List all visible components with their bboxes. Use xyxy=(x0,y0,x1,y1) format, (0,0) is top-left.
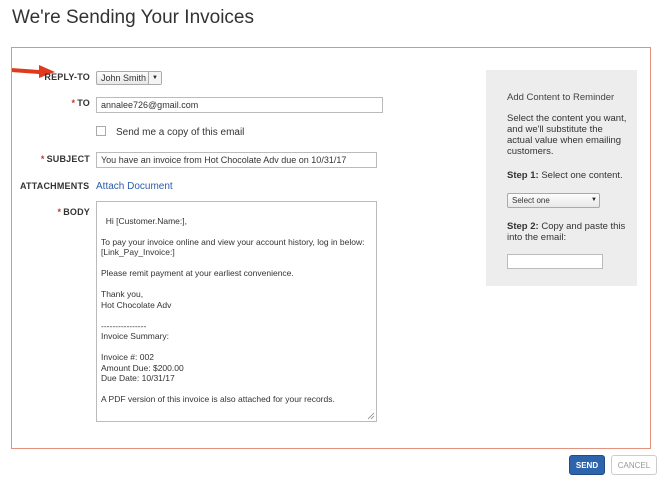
required-mark: * xyxy=(57,207,62,217)
reply-to-value: John Smith xyxy=(101,73,147,83)
content-select[interactable] xyxy=(507,193,600,208)
step-2-label: Step 2: xyxy=(507,221,539,232)
body-label-text: BODY xyxy=(63,207,90,217)
chevron-down-icon: ▼ xyxy=(148,72,161,84)
paste-content-input[interactable] xyxy=(507,254,603,269)
subject-input[interactable]: You have an invoice from Hot Chocolate Adv due on 10/31/17 xyxy=(96,152,377,168)
chevron-down-icon: ▼ xyxy=(591,197,597,203)
content-select-value: Select one xyxy=(512,196,550,205)
body-label xyxy=(40,207,90,217)
to-label-text: TO xyxy=(77,98,90,108)
attachments-label: ATTACHMENTS xyxy=(20,181,90,191)
required-mark: * xyxy=(40,154,45,164)
body-textarea[interactable] xyxy=(96,201,377,422)
step-1-instruction: Select one content. xyxy=(538,170,623,181)
send-button[interactable]: SEND xyxy=(569,455,605,475)
send-copy-label: Send me a copy of this email xyxy=(116,127,245,138)
step-2-instruction: Copy and paste this into the email: xyxy=(507,221,626,243)
send-copy-checkbox[interactable] xyxy=(96,126,106,136)
page-title: We're Sending Your Invoices xyxy=(12,7,254,28)
to-input[interactable]: annalee726@gmail.com xyxy=(96,97,383,113)
step-1-text xyxy=(507,170,632,181)
body-text: Hi [Customer.Name:], To pay your invoice online and view your account history, log in below: [Link_Pay_Invoice:] Please remit payment at your earliest convenience. Thank you, Hot Chocolate Adv ---------------- Invoice Summary: Invoice #: 002 Amount Due: $200.00 Due Date: 10/31/17 A PDF version of this invoice is also attached for your records. xyxy=(101,215,365,404)
resize-handle-icon[interactable] xyxy=(367,412,375,420)
step-1-label: Step 1: xyxy=(507,170,539,181)
subject-label xyxy=(30,154,90,164)
required-mark: * xyxy=(71,98,76,108)
sidebar-description: Select the content you want, and we'll substitute the actual value when emailing customers. xyxy=(507,113,627,157)
step-2-text xyxy=(507,221,632,243)
sidebar-title: Add Content to Reminder xyxy=(507,92,615,103)
add-content-sidebar xyxy=(486,70,637,286)
attach-document-link[interactable]: Attach Document xyxy=(96,181,173,192)
to-label xyxy=(40,98,90,108)
cancel-button[interactable]: CANCEL xyxy=(611,455,657,475)
reply-to-select[interactable] xyxy=(96,71,162,85)
subject-label-text: SUBJECT xyxy=(46,154,90,164)
reply-to-label: REPLY-TO xyxy=(44,72,90,82)
